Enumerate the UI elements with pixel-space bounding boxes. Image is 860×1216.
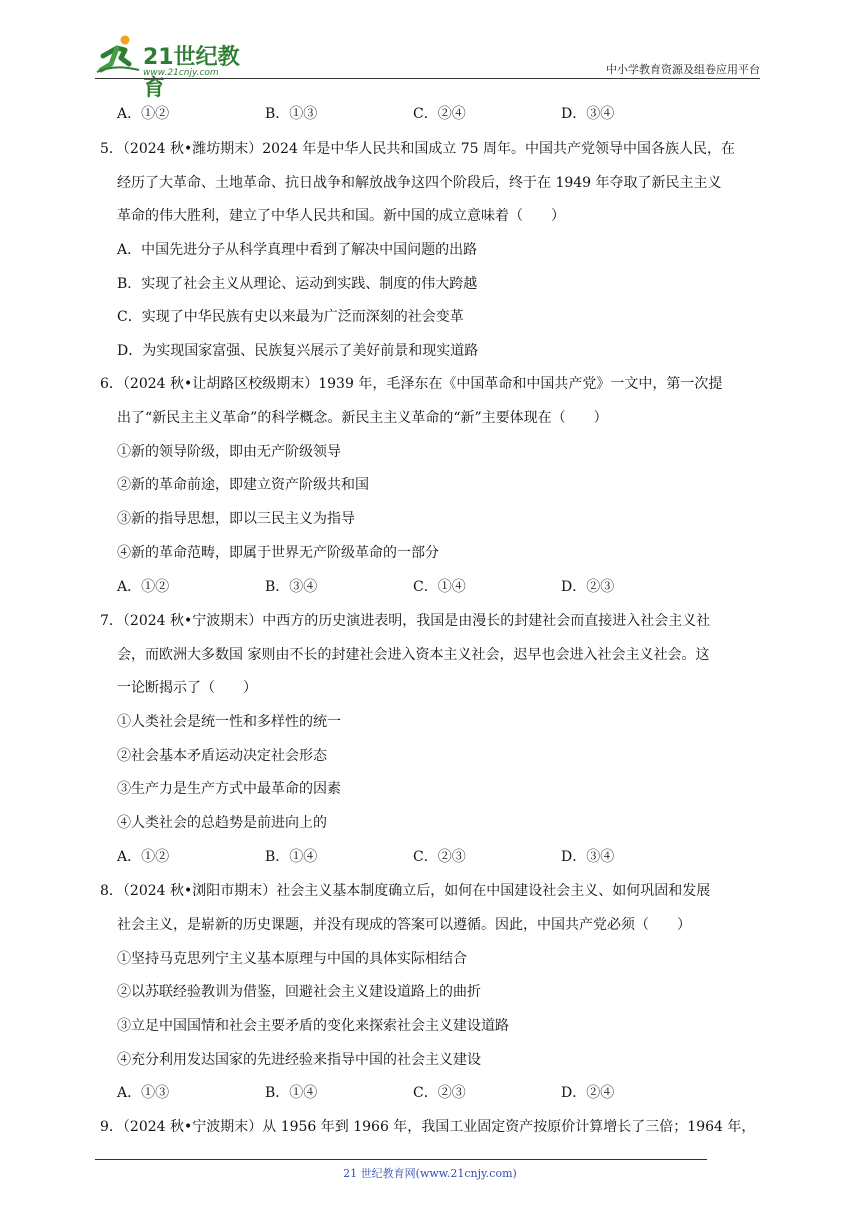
q6-item-3: ③新的指导思想，即以三民主义为指导 bbox=[117, 511, 355, 527]
q5-stem-line-2: 经历了大革命、土地革命、抗日战争和解放战争这四个阶段后，终于在 1949 年夺取了新民主主义 bbox=[117, 175, 722, 191]
q9-stem-line-1: 9．（2024 秋•宁波期末）从 1956 年到 1966 年，我国工业固定资产按原价计算增长了三倍；1964 年， bbox=[100, 1119, 756, 1135]
q7-item-4: ④人类社会的总趋势是前进向上的 bbox=[117, 815, 327, 831]
q8-option-b: B．①④ bbox=[265, 1085, 318, 1101]
q8-item-2: ②以苏联经验教训为借鉴，回避社会主义建设道路上的曲折 bbox=[117, 984, 481, 1000]
q5-option-b: B．实现了社会主义从理论、运动到实践、制度的伟大跨越 bbox=[117, 276, 478, 292]
option-d: D．③④ bbox=[561, 106, 615, 122]
q8-item-4: ④充分利用发达国家的先进经验来指导中国的社会主义建设 bbox=[117, 1052, 481, 1068]
q7-stem-line-2: 会，而欧洲大多数国 家则由不长的封建社会进入资本主义社会，迟早也会进入社会主义社会。这 bbox=[117, 647, 710, 663]
runner-logo-icon bbox=[95, 34, 141, 74]
q6-stem-line-1: 6．（2024 秋•让胡路区校级期末）1939 年，毛泽东在《中国革命和中国共产党》一文中，第一次提 bbox=[100, 376, 723, 392]
q8-stem-line-2: 社会主义，是崭新的历史课题，并没有现成的答案可以遵循。因此，中国共产党必须（ ） bbox=[117, 917, 691, 933]
q6-item-2: ②新的革命前途，即建立资产阶级共和国 bbox=[117, 477, 369, 493]
option-b: B．①③ bbox=[265, 106, 318, 122]
q7-option-d: D．③④ bbox=[561, 849, 615, 865]
q6-option-a: A．①② bbox=[117, 579, 170, 595]
q5-option-a: A．中国先进分子从科学真理中看到了解决中国问题的出路 bbox=[117, 242, 478, 258]
q7-stem-line-3: 一论断揭示了（ ） bbox=[117, 680, 257, 696]
q5-stem-line-3: 革命的伟大胜利，建立了中华人民共和国。新中国的成立意味着（ ） bbox=[117, 208, 565, 224]
footer-divider bbox=[95, 1159, 707, 1160]
header-divider bbox=[95, 78, 760, 79]
option-a: A．①② bbox=[117, 106, 170, 122]
q5-option-d: D．为实现国家富强、民族复兴展示了美好前景和现实道路 bbox=[117, 343, 479, 359]
q6-stem-line-2: 出了“新民主主义革命”的科学概念。新民主主义革命的“新”主要体现在（ ） bbox=[117, 410, 608, 426]
logo bbox=[95, 34, 255, 101]
q6-item-1: ①新的领导阶级，即由无产阶级领导 bbox=[117, 444, 341, 460]
q7-option-c: C．②③ bbox=[413, 849, 466, 865]
logo-text: 21世纪教育 bbox=[143, 45, 240, 101]
option-c: C．②④ bbox=[413, 106, 466, 122]
q8-option-d: D．②④ bbox=[561, 1085, 615, 1101]
q7-option-b: B．①④ bbox=[265, 849, 318, 865]
q7-item-1: ①人类社会是统一性和多样性的统一 bbox=[117, 714, 341, 730]
page-header bbox=[95, 30, 760, 101]
q6-option-c: C．①④ bbox=[413, 579, 466, 595]
q7-stem-line-1: 7．（2024 秋•宁波期末）中西方的历史演进表明，我国是由漫长的封建社会而直接进入社会主义社 bbox=[100, 613, 711, 629]
q7-option-a: A．①② bbox=[117, 849, 170, 865]
q8-option-c: C．②③ bbox=[413, 1085, 466, 1101]
q6-option-d: D．②③ bbox=[561, 579, 615, 595]
q8-item-1: ①坚持马克思列宁主义基本原理与中国的具体实际相结合 bbox=[117, 951, 467, 967]
platform-title: 中小学教育资源及组卷应用平台 bbox=[606, 63, 760, 76]
q6-option-b: B．③④ bbox=[265, 579, 318, 595]
q5-stem-line-1: 5．（2024 秋•潍坊期末）2024 年是中华人民共和国成立 75 周年。中国共产党领导中国各族人民，在 bbox=[100, 141, 736, 157]
footer-text[interactable]: 21 世纪教育网(www.21cnjy.com) bbox=[343, 1167, 517, 1180]
q8-option-a: A．①③ bbox=[117, 1085, 170, 1101]
logo-url: www.21cnjy.com bbox=[143, 68, 219, 78]
q8-stem-line-1: 8．（2024 秋•浏阳市期末）社会主义基本制度确立后，如何在中国建设社会主义、如何巩固和发展 bbox=[100, 883, 711, 899]
q7-item-3: ③生产力是生产方式中最革命的因素 bbox=[117, 781, 341, 797]
q7-item-2: ②社会基本矛盾运动决定社会形态 bbox=[117, 748, 327, 764]
q8-item-3: ③立足中国国情和社会主要矛盾的变化来探索社会主义建设道路 bbox=[117, 1018, 509, 1034]
q5-option-c: C．实现了中华民族有史以来最为广泛而深刻的社会变革 bbox=[117, 309, 464, 325]
q6-item-4: ④新的革命范畴，即属于世界无产阶级革命的一部分 bbox=[117, 545, 439, 561]
